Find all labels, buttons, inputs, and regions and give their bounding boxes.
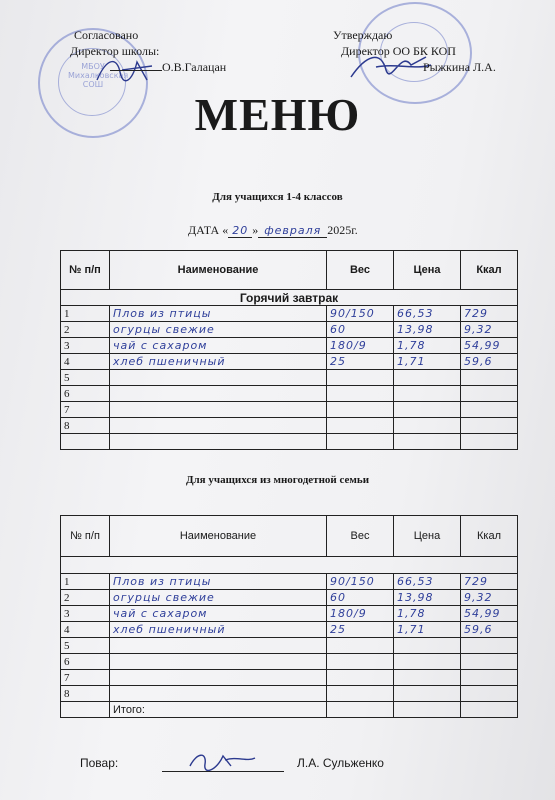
row-num: 6 — [61, 654, 110, 670]
row-kcal: 59,6 — [461, 354, 518, 370]
meal-heading: Горячий завтрак — [61, 290, 518, 306]
table-row — [61, 590, 518, 606]
table-row — [61, 686, 518, 702]
section2-subtitle: Для учащихся из многодетной семьи — [185, 474, 370, 486]
col-header-name: Наименование — [110, 251, 327, 290]
row-kcal: 9,32 — [461, 322, 518, 338]
date-prefix: ДАТА « — [188, 223, 229, 237]
row-name: хлеб пшеничный — [110, 354, 327, 370]
col-header-num: № п/п — [61, 251, 110, 290]
cook-signature — [185, 748, 260, 774]
menu-table-primary — [60, 250, 518, 450]
row-name: огурцы свежие — [110, 590, 327, 606]
row-weight: 25 — [327, 354, 394, 370]
row-name: хлеб пшеничный — [110, 622, 327, 638]
row-kcal: 54,99 — [461, 338, 518, 354]
approval-right-title: Утверждаю — [333, 28, 393, 42]
col-header-weight: Вес — [327, 516, 394, 557]
row-weight: 60 — [327, 590, 394, 606]
signature-line-left — [110, 70, 162, 71]
row-num: 1 — [61, 574, 110, 590]
table-row — [61, 622, 518, 638]
row-price: 66,53 — [394, 574, 461, 590]
row-kcal: 729 — [461, 574, 518, 590]
row-kcal: 9,32 — [461, 590, 518, 606]
stamp-line: МБОУ — [81, 62, 105, 71]
row-weight: 180/9 — [327, 606, 394, 622]
table-row — [61, 338, 518, 354]
row-price: 1,78 — [394, 606, 461, 622]
row-price: 66,53 — [394, 306, 461, 322]
row-weight: 25 — [327, 622, 394, 638]
row-num: 5 — [61, 638, 110, 654]
row-name: чай с сахаром — [110, 606, 327, 622]
row-num: 6 — [61, 386, 110, 402]
spacer-row — [61, 557, 518, 574]
table-row — [61, 670, 518, 686]
col-header-name: Наименование — [110, 516, 327, 557]
total-row — [61, 702, 518, 718]
row-name: Плов из птицы — [110, 306, 327, 322]
row-num: 7 — [61, 402, 110, 418]
cook-label: Повар: — [80, 756, 119, 770]
stamp-line: СОШ — [82, 80, 104, 89]
col-header-kcal: Ккал — [461, 251, 518, 290]
row-price: 1,78 — [394, 338, 461, 354]
row-kcal: 729 — [461, 306, 518, 322]
col-header-weight: Вес — [327, 251, 394, 290]
col-header-num: № п/п — [61, 516, 110, 557]
table-row — [61, 418, 518, 434]
table-row — [61, 322, 518, 338]
row-price: 13,98 — [394, 322, 461, 338]
row-price: 1,71 — [394, 354, 461, 370]
section1-subtitle: Для учащихся 1-4 классов — [212, 191, 343, 203]
approval-right-name: Рыжкина Л.А. — [423, 60, 496, 74]
col-header-price: Цена — [394, 251, 461, 290]
date-mid: » — [252, 223, 259, 237]
cook-name: Л.А. Сульженко — [297, 756, 384, 770]
approval-left-title: Согласовано — [74, 28, 139, 42]
row-num: 2 — [61, 590, 110, 606]
stamp-line: Михалковская — [68, 71, 129, 80]
menu-table-large-family — [60, 515, 518, 718]
col-header-price: Цена — [394, 516, 461, 557]
row-num: 2 — [61, 322, 110, 338]
table-row — [61, 638, 518, 654]
row-price: 1,71 — [394, 622, 461, 638]
row-num: 4 — [61, 622, 110, 638]
menu-title: МЕНЮ — [194, 89, 361, 140]
date-suffix: 2025г. — [327, 223, 358, 237]
row-weight: 90/150 — [327, 574, 394, 590]
table-row — [61, 306, 518, 322]
table-row — [61, 654, 518, 670]
table-row — [61, 354, 518, 370]
table-row — [61, 606, 518, 622]
row-num: 7 — [61, 670, 110, 686]
row-name: чай с сахаром — [110, 338, 327, 354]
date-month: февраля — [258, 224, 327, 238]
total-label: Итого: — [110, 702, 327, 718]
col-header-kcal: Ккал — [461, 516, 518, 557]
row-price: 13,98 — [394, 590, 461, 606]
row-num: 1 — [61, 306, 110, 322]
date-day: 20 — [228, 224, 252, 238]
row-weight: 60 — [327, 322, 394, 338]
row-weight: 90/150 — [327, 306, 394, 322]
row-kcal: 54,99 — [461, 606, 518, 622]
table-row — [61, 402, 518, 418]
row-num: 3 — [61, 606, 110, 622]
row-name: Плов из птицы — [110, 574, 327, 590]
row-num: 8 — [61, 686, 110, 702]
approval-left-role: Директор школы: — [70, 44, 160, 58]
row-weight: 180/9 — [327, 338, 394, 354]
row-num: 3 — [61, 338, 110, 354]
menu-date — [188, 223, 358, 238]
row-num: 8 — [61, 418, 110, 434]
row-num: 4 — [61, 354, 110, 370]
row-kcal: 59,6 — [461, 622, 518, 638]
row-num: 5 — [61, 370, 110, 386]
approval-left-name: О.В.Галацан — [162, 60, 227, 74]
approval-right-role: Директор ОО БК КОП — [341, 44, 456, 58]
table-row — [61, 370, 518, 386]
table-row — [61, 386, 518, 402]
row-name: огурцы свежие — [110, 322, 327, 338]
table-row — [61, 574, 518, 590]
